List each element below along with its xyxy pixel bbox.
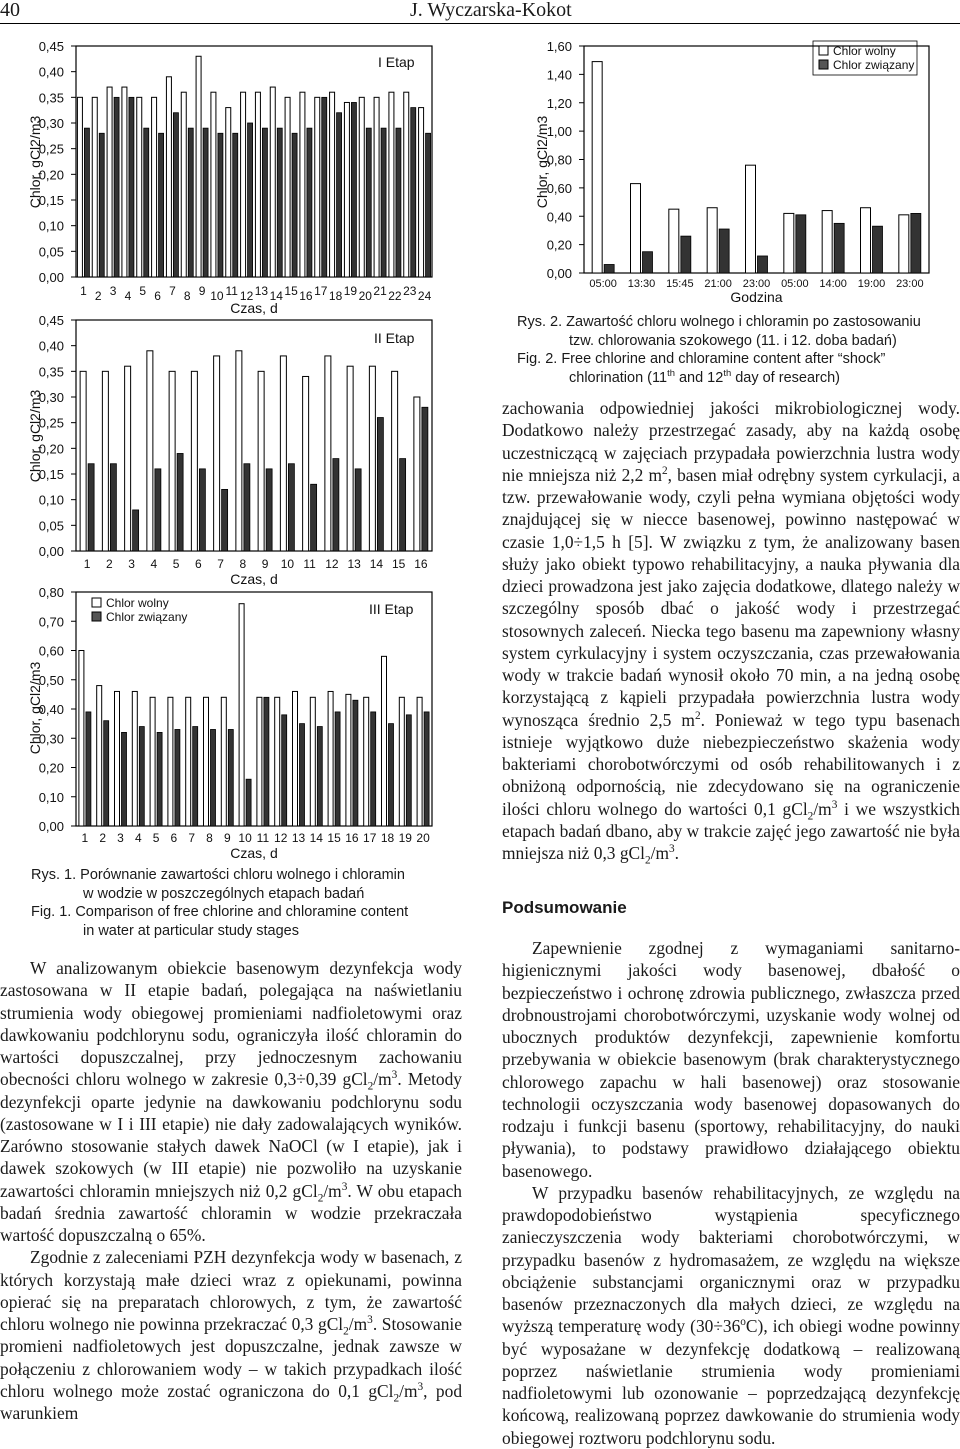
bar-chloramine (300, 724, 305, 826)
y-tick-label: 1,60 (546, 39, 572, 54)
bar-free-chlorine (344, 102, 349, 277)
x-tick-label: 14 (309, 831, 323, 845)
bar-free-chlorine (166, 77, 171, 277)
y-tick-label: 0,30 (38, 116, 64, 131)
bar-chloramine (396, 128, 401, 277)
bar-free-chlorine (330, 92, 335, 277)
bar-chloramine (307, 128, 312, 277)
bar-free-chlorine (97, 686, 102, 826)
y-tick-label: 0,70 (38, 614, 64, 630)
x-tick-label: 13 (347, 557, 361, 571)
bar-free-chlorine (150, 697, 155, 826)
y-tick-label: 0,40 (38, 64, 64, 80)
bar-free-chlorine (152, 97, 157, 277)
bar-free-chlorine (303, 376, 309, 551)
right-paragraph-1: zachowania odpowiedniej jakości mikrobiologicznej wody. Dodatkowo należy przestrzegać zasady, aby na każdą osobę uczestniczącą w zajęciach przypadała powierzchnia lustra wody nie mniejsza niż 2,2 $m^2$, basen miał odrębny system cyrkulacji, a tzw. przewałowanie wody, czyli pełna wymiana objętości wody znajdującej się w niecce basenowej, powinno następować w czasie 1,0÷1,5 h [5]. W związku z tym, że analizowany basen służy jako obiekt typowo rehabilitacyjny, a nauka pływania dla dzieci prowadzona jest jako zajęcia dodatkowe, dlatego należy w szczególny sposób dbać o jakość wody i przestrzegać stosownych zaleceń. Niecka tego basenu ma zapewniony własny system cyrkulacyjny i system oczyszczania, czas przewałowania wody w trakcie badań wynosił około 70 min, a na jedną osobę korzystającą z kąpieli przypadała powierzchnia lustra wody wynosząca średnio 2,5 $m^2$. Ponieważ w tego typu basenach istnieje wyjątkowo duże niebezpieczeństwo skażenia wody bakteriami chorobotwórczymi od osób rehabilitowanych i z obniżoną odpornością, nie zdecydowano się na ograniczenie ilości chloru wolnego do wartości 0,1 $gCl_2/m^3$ i we wszystkich etapach badań dbano, aby w trakcie zajęć jego zawartość nie była mniejsza niż 0,3 $gCl_2/m^3$. (502, 398, 960, 867)
bar-chloramine (244, 464, 250, 551)
bar-chloramine (177, 453, 183, 551)
bar-chloramine (86, 712, 91, 826)
y-tick-label: 0,10 (38, 218, 64, 234)
fig2-caption-en-line2: chlorination (11th and 12th day of research) (569, 366, 840, 386)
y-tick-label: 0,45 (38, 313, 64, 328)
bar-free-chlorine (310, 697, 315, 826)
left-column-text (0, 957, 462, 1424)
fig1-caption-en-line2: in water at particular study stages (83, 922, 299, 939)
bar-chloramine (159, 133, 164, 277)
bar-chloramine (114, 97, 119, 277)
bar-chloramine (133, 510, 139, 551)
bar-free-chlorine (784, 213, 794, 273)
x-tick-label: 1 (83, 557, 91, 571)
bar-free-chlorine (392, 371, 398, 551)
y-tick-label: 0,80 (38, 585, 64, 600)
bar-chloramine (228, 729, 233, 826)
x-tick-label: 5 (139, 284, 147, 298)
chart-title: II Etap (374, 330, 415, 346)
x-tick-label: 1 (81, 831, 89, 845)
bar-free-chlorine (196, 56, 201, 277)
y-tick-label: 0,15 (38, 467, 64, 482)
bar-free-chlorine (241, 92, 246, 277)
bar-chloramine (99, 133, 104, 277)
bar-free-chlorine (382, 656, 387, 826)
bar-chloramine (292, 133, 297, 277)
bar-chloramine (796, 215, 806, 273)
bar-chloramine (129, 97, 134, 277)
bar-free-chlorine (258, 371, 264, 551)
bar-free-chlorine (147, 351, 153, 551)
x-tick-label: 2 (94, 289, 102, 303)
x-tick-label: 6 (170, 831, 178, 845)
bar-chloramine (246, 779, 251, 826)
y-tick-label: 0,25 (38, 141, 64, 157)
legend-swatch (92, 598, 101, 607)
x-tick-label: 16 (414, 557, 428, 571)
bar-chloramine (288, 464, 294, 551)
x-tick-label: 15 (327, 831, 341, 845)
fig1-caption-pl-line2: w wodzie w poszczególnych etapach badań (83, 885, 365, 902)
bar-chloramine (355, 469, 361, 551)
x-tick-label: 14 (269, 289, 283, 303)
bar-chloramine (203, 128, 208, 277)
bar-chloramine (351, 102, 356, 277)
x-tick-label: 3 (109, 284, 117, 298)
y-tick-label: 0,20 (38, 441, 64, 457)
bar-free-chlorine (107, 87, 112, 277)
x-tick-label: 17 (363, 831, 377, 845)
bar-free-chlorine (822, 211, 832, 273)
x-tick-label: 15 (391, 557, 406, 571)
y-tick-label: 1,00 (546, 124, 572, 140)
page-number: 40 (0, 0, 20, 21)
x-tick-label: 6 (195, 557, 202, 571)
bar-free-chlorine (204, 697, 209, 826)
bar-free-chlorine (746, 165, 756, 273)
y-tick-label: 0,60 (38, 643, 64, 659)
bar-free-chlorine (419, 108, 424, 277)
left-paragraph-1: W analizowanym obiekcie basenowym dezynfekcja wody zastosowana w II etapie badań, polegająca na naświetlaniu strumienia wody obiegowej promieniami nadfioletowymi oraz dawkowaniu podchlorynu sodu, ograniczyła ilość chloramin do wartości dopuszczalnej, przy jednoczesnym zachowaniu obecności chloru wolnego w zakresie 0,3÷0,39 $gCl_2/m^3$. Metody dezynfekcji oparte jedynie na dawkowaniu podchlorynu sodu (zastosowane w I i III etapie) nie dały zadowalających wyników. Zarówno stosowanie stałych dawek NaOCl (w I etapie), jak i dawek szokowych (w III etapie) nie pozwoliło na uzyskanie zawartości chloramin mniejszych niż 0,2 $gCl_2/m^3$. W obu etapach badań średnia zawartość chloramin w wodzie przekraczała wartość dopuszczalną o 65%. (0, 958, 462, 1245)
bar-free-chlorine (669, 209, 679, 273)
x-tick-label: 9 (261, 557, 269, 571)
x-tick-label: 1 (80, 284, 87, 298)
y-axis-label: Chlor, gCl2/m3 (534, 115, 550, 209)
y-tick-label: 1,20 (546, 95, 572, 111)
bar-chloramine (188, 128, 193, 277)
running-head: J. Wyczarska-Kokot (410, 0, 572, 21)
x-axis-label: Czas, d (230, 845, 278, 861)
bar-chloramine (193, 727, 198, 826)
bar-chloramine (211, 729, 216, 826)
x-tick-label: 18 (380, 831, 395, 845)
legend-swatch (819, 60, 828, 69)
x-tick-label: 14:00 (819, 278, 847, 290)
x-tick-label: 17 (314, 284, 328, 298)
bar-chloramine (317, 727, 322, 826)
bar-chloramine (122, 732, 127, 826)
bar-chloramine (266, 469, 272, 551)
x-tick-label: 8 (206, 831, 213, 845)
fig1-caption-en (31, 903, 408, 940)
bar-chloramine (681, 236, 691, 273)
x-tick-label: 10 (280, 557, 295, 571)
bar-chloramine (353, 700, 358, 826)
bar-chloramine (311, 484, 317, 551)
y-tick-label: 0,00 (38, 819, 64, 834)
x-axis-label: Godzina (730, 289, 783, 305)
chart-title: I Etap (378, 54, 415, 70)
bar-chloramine (277, 128, 282, 277)
bar-chloramine (335, 712, 340, 826)
y-tick-label: 0,40 (38, 702, 64, 717)
right-column-text (502, 397, 960, 867)
fig1-caption-en-line1: Fig. 1. Comparison of free chlorine and chloramine content (31, 904, 409, 920)
bar-chloramine (222, 489, 228, 551)
bar-chloramine (262, 128, 267, 277)
x-tick-label: 4 (150, 557, 158, 571)
bar-chloramine (84, 128, 89, 277)
bar-chloramine (88, 464, 94, 551)
x-tick-label: 5 (172, 557, 180, 571)
x-tick-label: 2 (106, 557, 113, 571)
bar-chloramine (411, 108, 416, 277)
bar-free-chlorine (92, 97, 97, 277)
x-tick-label: 23:00 (742, 278, 771, 290)
fig2-caption-pl (517, 313, 921, 350)
left-paragraph-2: Zgodnie z zaleceniami PZH dezynfekcja wody w basenach, z których korzystają małe dzieci wraz z opiekunami, powinna opierać się na preparatach chlorowych, z tym, że zawartość chloru wolnego nie powinna przekraczać 0,3 $gCl_2/m^3$. Stosowanie promieni nadfioletowych jest dopuszczalne, jednak zawsze w połączeniu z chlorowaniem wody – w takich przypadkach ilość chloru wolnego może zostać ograniczona do 0,1 $gCl_2/m^3$, pod warunkiem (0, 1247, 463, 1423)
legend-label: Chlor związany (833, 58, 915, 72)
legend-swatch (92, 612, 101, 621)
x-tick-label: 8 (183, 289, 191, 303)
y-tick-label: 0,50 (38, 672, 64, 688)
x-tick-label: 19:00 (857, 278, 886, 290)
x-tick-label: 19 (398, 831, 412, 845)
bar-chloramine (911, 213, 921, 273)
bar-chloramine (264, 697, 269, 826)
x-tick-label: 9 (198, 284, 206, 298)
bar-free-chlorine (102, 371, 108, 551)
bar-chloramine (157, 732, 162, 826)
y-tick-label: 0,80 (546, 152, 572, 168)
x-tick-label: 22 (388, 289, 402, 303)
bar-free-chlorine (404, 92, 409, 277)
x-tick-label: 05:00 (781, 278, 809, 290)
x-tick-label: 3 (117, 831, 124, 845)
bar-free-chlorine (315, 97, 320, 277)
bar-chloramine (719, 229, 729, 273)
y-tick-label: 0,05 (38, 518, 64, 534)
fig2-caption-pl-line1: Rys. 2. Zawartość chloru wolnego i chloramin po zastosowaniu (517, 314, 921, 330)
bar-free-chlorine (631, 184, 641, 273)
bar-free-chlorine (899, 215, 909, 273)
bar-free-chlorine (79, 651, 84, 827)
x-tick-label: 15:45 (666, 278, 694, 290)
y-tick-label: 0,15 (38, 193, 64, 208)
y-tick-label: 0,20 (546, 237, 572, 253)
x-tick-label: 20 (416, 831, 430, 845)
bar-free-chlorine (369, 366, 375, 551)
bar-chloramine (426, 133, 431, 277)
bar-free-chlorine (191, 371, 197, 551)
x-tick-label: 2 (99, 831, 107, 845)
x-tick-label: 23 (403, 284, 417, 298)
x-tick-label: 14 (369, 557, 384, 571)
bar-chloramine (322, 97, 327, 277)
y-axis-label: Chlor, gCl2/m3 (27, 115, 43, 209)
x-tick-label: 12 (239, 289, 254, 303)
x-tick-label: 7 (217, 557, 224, 571)
chart-title: III Etap (369, 601, 414, 617)
x-tick-label: 7 (188, 831, 196, 845)
summary-paragraph-1: Zapewnienie zgodnej z wymaganiami sanitarno-higienicznymi jakości wody basenowej, dbałość o bezpieczeństwo i ochronę zdrowia publicznego, zwłaszcza przed drobnoustrojami chorobotwórczymi, uzyskanie wody wolnej od ubocznych produktów dezynfekcji, zapewnienie komfortu przebywania w obiekcie basenowym (brak charakterystycznego chlorowego zapachu w hali basenowej) oraz stosowanie technologii oczyszczania wody basenowej dopasowanych do rodzaju i funkcji basenu (sportowy, rehabilitacyjny, do nauki pływania), to podstawy prawidłowo działającego obiektu basenowego. (502, 938, 960, 1181)
x-tick-label: 11 (303, 557, 316, 571)
bar-free-chlorine (221, 697, 226, 826)
y-tick-label: 0,10 (38, 492, 64, 508)
bar-free-chlorine (122, 87, 127, 277)
y-tick-label: 0,05 (38, 244, 64, 260)
legend-label: Chlor związany (106, 610, 188, 624)
legend-swatch (819, 46, 828, 55)
x-tick-label: 16 (299, 289, 313, 303)
x-tick-label: 15 (284, 284, 298, 298)
x-tick-label: 4 (124, 289, 132, 303)
bar-free-chlorine (293, 691, 298, 826)
bar-chloramine (377, 418, 383, 551)
x-tick-label: 21:00 (704, 278, 732, 290)
legend-label: Chlor wolny (106, 596, 169, 610)
bar-free-chlorine (280, 356, 286, 551)
x-tick-label: 9 (223, 831, 231, 845)
x-tick-label: 12 (325, 557, 339, 571)
summary-paragraph-2: W przypadku basenów rehabilitacyjnych, ze względu na prawdopodobieństwo wystąpienia specyficznego zanieczyszczenia wody bakteriami chorobotwórczymi, w przypadku basenów z hydromasażem, ze względu na większe obciążenie substancjami organicznymi oraz w przypadku basenów przeznaczonych dla małych dzieci, ze względu na wyższą temperaturę wody $(30\div 36^oC)$, ich obiegi wodne powinny być wyposażane w dezynfekcję dodatkową – realizowaną poprzez naświetlanie strumienia wody promieniami nadfioletowymi lub ozonowanie – poprzedzającą dezynfekcję końcową, realizowaną poprzez dawkowanie do strumienia wody obiegowej roztworu podchlorynu sodu. (502, 1182, 960, 1448)
bar-free-chlorine (186, 697, 191, 826)
fig1-caption-pl (31, 866, 405, 903)
bar-chloramine (139, 727, 144, 826)
bar-free-chlorine (257, 697, 262, 826)
bar-chloramine (424, 712, 429, 826)
y-tick-label: 0,45 (38, 39, 64, 54)
bar-free-chlorine (239, 604, 244, 826)
bar-chloramine (155, 469, 161, 551)
bar-free-chlorine (80, 371, 86, 551)
bar-free-chlorine (285, 97, 290, 277)
bar-free-chlorine (275, 697, 280, 826)
y-tick-label: 0,20 (38, 760, 64, 776)
x-tick-label: 23:00 (896, 278, 924, 290)
x-axis-label: Czas, d (230, 571, 278, 587)
fig2-caption-en-line1: Fig. 2. Free chlorine and chloramine content after “shock” (517, 351, 886, 367)
bar-free-chlorine (270, 87, 275, 277)
bar-free-chlorine (169, 371, 175, 551)
bar-chloramine (337, 113, 342, 277)
bar-free-chlorine (346, 694, 351, 826)
x-tick-label: 6 (154, 289, 161, 303)
bar-chloramine (333, 459, 339, 551)
bar-chloramine (604, 264, 614, 273)
x-tick-label: 5 (152, 831, 160, 845)
bar-chloramine (233, 133, 238, 277)
y-tick-label: 0,35 (38, 90, 64, 106)
x-tick-label: 13 (291, 831, 306, 845)
bar-chloramine (834, 223, 844, 273)
bar-chloramine (643, 252, 653, 273)
bar-free-chlorine (347, 366, 353, 551)
bar-free-chlorine (389, 92, 394, 277)
x-tick-label: 18 (328, 289, 343, 303)
x-tick-label: 3 (128, 557, 135, 571)
x-tick-label: 13:30 (627, 278, 656, 290)
bar-chloramine (366, 128, 371, 277)
bar-chloramine (218, 133, 223, 277)
bar-free-chlorine (255, 92, 260, 277)
bar-free-chlorine (328, 691, 333, 826)
x-tick-label: 20 (358, 289, 372, 303)
y-tick-label: 0,25 (38, 415, 64, 431)
bar-free-chlorine (132, 691, 137, 826)
section-heading: Podsumowanie (502, 898, 627, 917)
bar-chloramine (199, 469, 205, 551)
y-tick-label: 0,00 (546, 266, 572, 281)
bar-free-chlorine (399, 697, 404, 826)
bar-chloramine (175, 729, 180, 826)
x-axis-label: Czas, d (230, 300, 278, 316)
summary-text (502, 937, 960, 1449)
bar-free-chlorine (137, 97, 142, 277)
x-tick-label: 4 (134, 831, 142, 845)
fig2-caption-en (517, 350, 885, 387)
x-tick-label: 05:00 (589, 278, 617, 290)
bar-chloramine (406, 715, 411, 826)
y-axis-label: Chlor, gCl2/m3 (27, 661, 43, 755)
x-tick-label: 11 (256, 831, 270, 845)
y-tick-label: 0,20 (38, 167, 64, 183)
y-tick-label: 0,40 (546, 209, 572, 225)
legend-label: Chlor wolny (833, 44, 896, 58)
bar-free-chlorine (236, 351, 242, 551)
x-tick-label: 19 (343, 284, 358, 298)
bar-chloramine (282, 715, 287, 826)
bar-chloramine (758, 256, 768, 273)
bar-chloramine (371, 712, 376, 826)
y-tick-label: 0,10 (38, 789, 64, 805)
bar-free-chlorine (226, 108, 231, 277)
bar-free-chlorine (364, 697, 369, 826)
bar-chloramine (389, 724, 394, 826)
bar-free-chlorine (414, 397, 420, 551)
bar-chloramine (173, 113, 178, 277)
x-tick-label: 11 (225, 284, 238, 298)
y-tick-label: 0,30 (38, 731, 64, 747)
x-tick-label: 10 (238, 831, 252, 845)
x-tick-label: 7 (169, 284, 176, 298)
bar-chloramine (381, 128, 386, 277)
bar-free-chlorine (211, 92, 216, 277)
fig1-caption-pl-line1: Rys. 1. Porównanie zawartości chloru wolnego i chloramin (31, 867, 405, 883)
bar-free-chlorine (181, 92, 186, 277)
bar-free-chlorine (214, 356, 220, 551)
y-tick-label: 0,00 (38, 544, 64, 559)
bar-chloramine (400, 459, 406, 551)
bar-free-chlorine (707, 208, 717, 273)
bar-free-chlorine (374, 97, 379, 277)
fig2-caption-pl-line2: tzw. chlorowania szokowego (11. i 12. doba badań) (569, 332, 897, 349)
bar-free-chlorine (168, 697, 173, 826)
bar-free-chlorine (359, 97, 364, 277)
y-tick-label: 0,35 (38, 364, 64, 380)
bar-free-chlorine (861, 208, 871, 273)
y-axis-label: Chlor, gCl2/m3 (27, 389, 43, 483)
bar-free-chlorine (300, 92, 305, 277)
bar-chloramine (422, 407, 428, 551)
y-tick-label: 0,30 (38, 390, 64, 405)
x-tick-label: 10 (210, 289, 224, 303)
bar-chloramine (873, 226, 883, 273)
x-tick-label: 8 (239, 557, 247, 571)
bar-free-chlorine (77, 97, 82, 277)
bar-free-chlorine (417, 697, 422, 826)
x-tick-label: 13 (254, 284, 269, 298)
x-tick-label: 12 (274, 831, 288, 845)
bar-free-chlorine (125, 366, 131, 551)
bar-chloramine (144, 128, 149, 277)
y-tick-label: 0,40 (38, 338, 64, 354)
y-tick-label: 0,00 (38, 270, 64, 285)
bar-free-chlorine (115, 691, 120, 826)
bar-free-chlorine (325, 356, 331, 551)
bar-chloramine (104, 721, 109, 826)
x-tick-label: 24 (417, 289, 432, 303)
y-tick-label: 0,60 (546, 180, 572, 196)
bar-chloramine (248, 123, 253, 277)
chart-frame-3 (76, 592, 432, 826)
bar-free-chlorine (592, 62, 602, 273)
y-tick-label: 1,40 (546, 67, 572, 83)
bar-chloramine (110, 464, 116, 551)
x-tick-label: 16 (345, 831, 359, 845)
x-tick-label: 21 (373, 284, 387, 298)
